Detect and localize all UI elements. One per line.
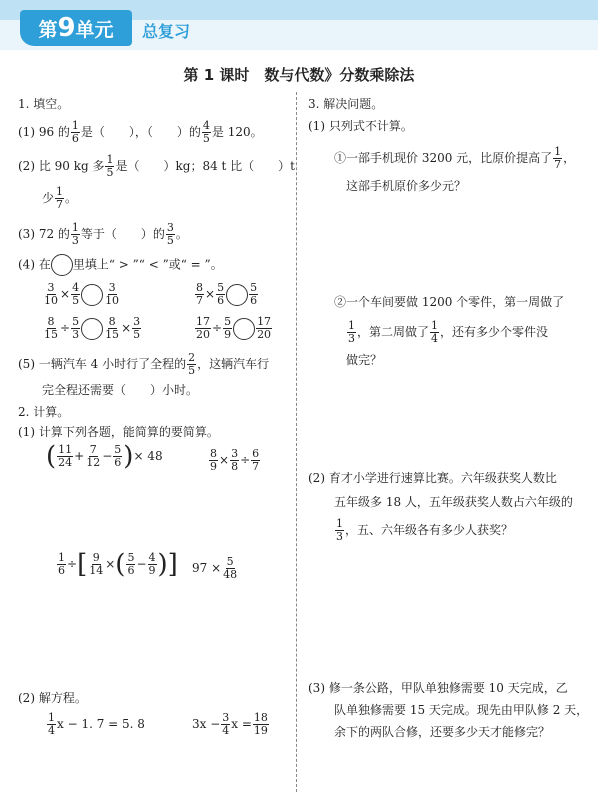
problem-2-line1: ②一个车间要做 1200 个零件，第一周做了 bbox=[334, 295, 565, 309]
column-divider bbox=[296, 92, 297, 792]
fill-q5-line1: (5) 一辆汽车 4 小时行了全程的 $\frac{2}{5}$ ，这辆汽车行 bbox=[18, 351, 270, 377]
unit-suffix: 单元 bbox=[75, 19, 114, 41]
calc-expr-1: ( $\frac{11}{24}$ + $\frac{7}{12}$ − $\frac{5}{6}$ )× 48 bbox=[46, 441, 163, 472]
word-q2-line1: (2) 育才小学进行速算比赛。六年级获奖人数比 bbox=[308, 471, 557, 485]
answer-circle[interactable] bbox=[226, 284, 248, 306]
word-q2-line3: $\frac{1}{3}$ ，五、六年级各有多少人获奖？ bbox=[336, 517, 514, 543]
section-3-heading: 3. 解决问题。 bbox=[308, 97, 384, 111]
word-q3-line3: 余下的两队合修，还要多少天才能修完？ bbox=[334, 725, 551, 739]
calc-expr-4: 97 × $\frac{5}{48}$ bbox=[192, 555, 238, 581]
unit-tab bbox=[20, 10, 132, 46]
compare-2: $\frac{8}{7}$ × $\frac{5}{6}$ $\frac{5}{6}$ bbox=[196, 281, 258, 307]
header-subtitle: 总复习 bbox=[142, 22, 191, 41]
section-2-heading: 2. 计算。 bbox=[18, 405, 70, 419]
answer-circle[interactable] bbox=[233, 318, 255, 340]
equation-2: 3x − $\frac{3}{4}$ x = $\frac{18}{19}$ bbox=[192, 711, 268, 737]
list-only-instructions: (1) 只列式不计算。 bbox=[308, 119, 413, 133]
problem-1-line2: 这部手机原价多少元？ bbox=[346, 179, 467, 193]
answer-circle[interactable] bbox=[51, 254, 73, 276]
section-1-heading: 1. 填空。 bbox=[18, 97, 70, 111]
fill-q2-line2: 少 $\frac{1}{7}$ 。 bbox=[42, 185, 78, 211]
word-q3-line1: (3) 修一条公路，甲队单独修需要 10 天完成，乙 bbox=[308, 681, 568, 695]
problem-1-line1: ①一部手机现价 3200 元，比原价提高了 $\frac{1}{7}$ ， bbox=[334, 145, 576, 171]
word-q3-line2: 队单独修需要 15 天完成。现先由甲队修 2 天， bbox=[334, 703, 589, 717]
unit-prefix: 第 bbox=[38, 19, 58, 41]
calc-instructions: (1) 计算下列各题，能简算的要简算。 bbox=[18, 425, 219, 439]
lesson-title: 第 1 课时 数与代数》分数乘除法 bbox=[183, 66, 415, 84]
equation-instructions: (2) 解方程。 bbox=[18, 691, 87, 705]
fill-q2-line1: (2) 比 90 kg 多 $\frac{1}{5}$ 是（ ）kg；84 t 比（ ）t bbox=[18, 153, 295, 179]
fill-q3: (3) 72 的 $\frac{1}{3}$ 等于（ ）的 $\frac{3}{5}$ 。 bbox=[18, 221, 188, 247]
word-q2-line2: 五年级多 18 人，五年级获奖人数占六年级的 bbox=[334, 495, 573, 509]
problem-2-line3: 做完？ bbox=[346, 353, 383, 367]
problem-2-line2: $\frac{1}{3}$ ，第二周做了 $\frac{1}{4}$ ，还有多少个零件没 bbox=[348, 319, 549, 345]
compare-3: $\frac{8}{15}$ ÷ $\frac{5}{3}$ $\frac{8}{15}$ × $\frac{3}{5}$ bbox=[44, 315, 141, 341]
fill-q5-line2: 完全程还需要（ ）小时。 bbox=[42, 383, 199, 397]
calc-expr-2: $\frac{8}{9}$ × $\frac{3}{8}$ ÷ $\frac{6}{7}$ bbox=[210, 447, 260, 473]
calc-expr-3: $\frac{1}{6}$ ÷[ $\frac{9}{14}$ ×( $\frac{5}{6}$ − $\frac{4}{9}$ )] bbox=[58, 549, 178, 580]
compare-1: $\frac{3}{10}$ × $\frac{4}{5}$ $\frac{3}{10}$ bbox=[44, 281, 120, 307]
compare-4: $\frac{17}{20}$ ÷ $\frac{5}{9}$ $\frac{17}{20}$ bbox=[196, 315, 272, 341]
fill-q1: (1) 96 的 $\frac{1}{6}$ 是（ ），（ ）的 $\frac{4}{5}$ 是 120。 bbox=[18, 119, 263, 145]
unit-number: 9 bbox=[57, 13, 76, 43]
answer-circle[interactable] bbox=[81, 318, 103, 340]
equation-1: $\frac{1}{4}$ x − 1. 7 = 5. 8 bbox=[48, 711, 145, 737]
answer-circle[interactable] bbox=[81, 284, 103, 306]
fill-q4: (4) 在 里填上“ > ”“ < ”或“ = ”。 bbox=[18, 254, 223, 276]
